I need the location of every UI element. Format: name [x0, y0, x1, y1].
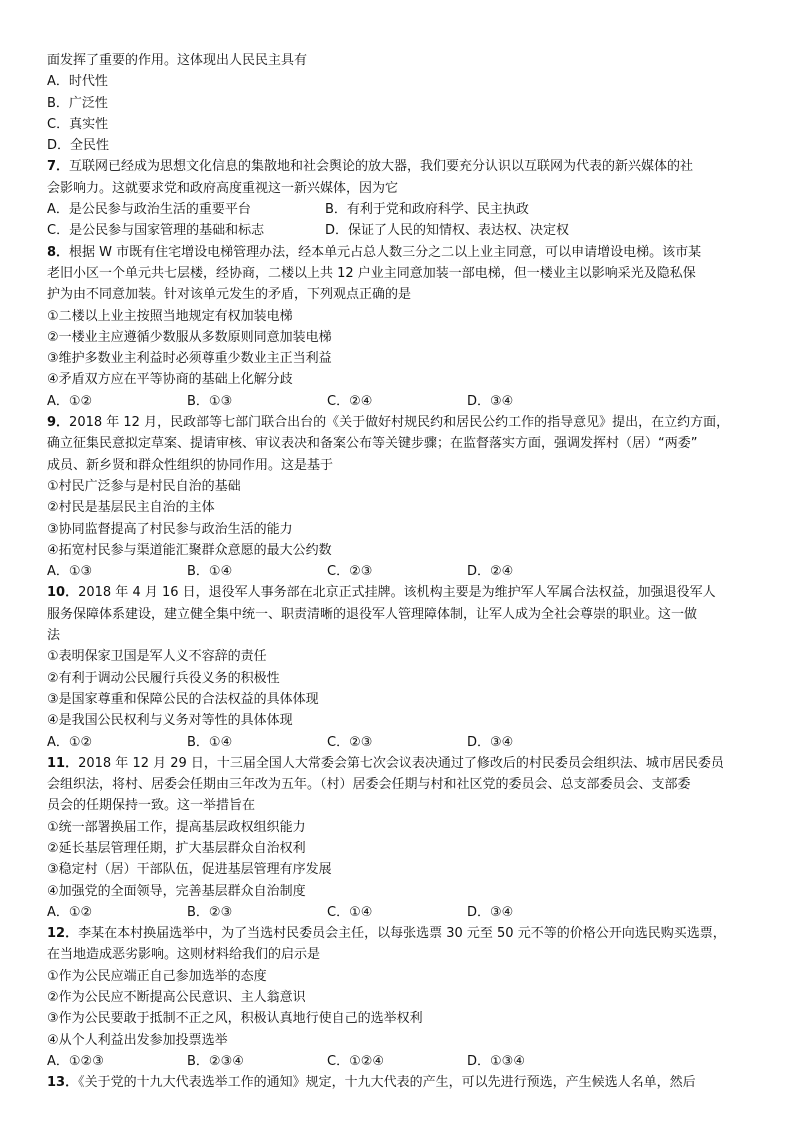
statement-2: ②延长基层管理任期，扩大基层群众自治权利	[47, 840, 306, 856]
option-c: C．①④	[327, 904, 373, 920]
statement-1: ①作为公民应端正自己参加选举的态度	[47, 968, 267, 984]
option-b: B．①④	[187, 734, 233, 750]
option-a: A．①②	[47, 734, 93, 750]
option-d: D．③④	[467, 904, 514, 920]
statement-1: ①村民广泛参与是村民自治的基础	[47, 478, 241, 494]
question-7	[47, 156, 752, 241]
question-9	[47, 412, 752, 582]
stem-line: 护为由不同意加装。针对该单元发生的矛盾，下列观点正确的是	[47, 287, 412, 303]
stem-line: 2018 年 4 月 16 日，退役军人事务部在北京正式挂牌。该机构主要是为维护军人军属合法权益，加强退役军人	[78, 585, 716, 601]
stem-line: 法	[47, 628, 61, 644]
question-6-tail	[47, 50, 752, 156]
stem-line: 2018 年 12 月，民政部等七部门联合出台的《关于做好村规民约和居民公约工作的指导意见》提出，在立约方面，	[69, 415, 730, 431]
statement-4: ④是我国公民权利与义务对等性的具体体现	[47, 713, 293, 729]
option-row	[47, 561, 752, 582]
question-number: 9．	[47, 415, 70, 431]
stem-line: 员会的任期保持一致。这一举措旨在	[47, 798, 256, 814]
option-a: A．①②	[47, 393, 93, 409]
question-number: 12．	[47, 926, 79, 942]
option-d: D．①③④	[467, 1053, 525, 1069]
option-d: D．②④	[467, 564, 514, 580]
option-d: D．③④	[467, 734, 514, 750]
option-a: A．时代性	[47, 74, 108, 90]
option-c: C．②③	[327, 734, 373, 750]
stem-line: 2018 年 12 月 29 日，十三届全国人大常委会第七次会议表决通过了修改后的村民委员会组织法、城市居民委员	[78, 755, 724, 771]
statement-3: ③稳定村（居）干部队伍，促进基层管理有序发展	[47, 862, 332, 878]
option-row	[47, 199, 752, 220]
statement-4: ④从个人利益出发参加投票选举	[47, 1032, 228, 1048]
question-11	[47, 753, 752, 923]
statement-2: ②一楼业主应遵循少数服从多数原则同意加装电梯	[47, 329, 332, 345]
statement-3: ③是国家尊重和保障公民的合法权益的具体体现	[47, 691, 319, 707]
stem-line: 服务保障体系建设，建立健全集中统一、职责清晰的退役军人管理障体制，让军人成为全社会尊崇的职业。这一做	[47, 606, 698, 622]
stem-line: 会影响力。这就要求党和政府高度重视这一新兴媒体，因为它	[47, 180, 399, 196]
option-c: C．②④	[327, 393, 373, 409]
stem-line: 在当地造成恶劣影响。这则材料给我们的启示是	[47, 947, 321, 963]
stem-line: 互联网已经成为思想文化信息的集散地和社会舆论的放大器，我们要充分认识以互联网为代表的新兴媒体的社	[69, 159, 694, 175]
option-b: B．②③	[187, 904, 233, 920]
option-b: B．广泛性	[47, 95, 108, 111]
question-10	[47, 582, 752, 752]
question-number: 10．	[47, 585, 79, 601]
statement-2: ②作为公民应不断提高公民意识、主人翁意识	[47, 990, 306, 1006]
statement-1: ①统一部署换届工作，提高基层政权组织能力	[47, 819, 306, 835]
statement-3: ③维护多数业主利益时必须尊重少数业主正当利益	[47, 351, 332, 367]
stem-line: 面发挥了重要的作用。这体现出人民民主具有	[47, 53, 308, 68]
option-c: C．①②④	[327, 1053, 385, 1069]
option-row	[47, 220, 752, 241]
option-row	[47, 1051, 752, 1072]
option-b: B．②③④	[187, 1053, 244, 1069]
stem-line: 确立征集民意拟定草案、提请审核、审议表决和备案公布等关键步骤；在监督落实方面，强调发挥村（居）“两委”	[47, 436, 698, 452]
question-number: 8．	[47, 244, 70, 260]
option-a: A．①③	[47, 564, 93, 580]
option-row	[47, 902, 752, 923]
option-b: B．①③	[187, 393, 233, 409]
statement-2: ②村民是基层民主自治的主体	[47, 500, 215, 516]
statement-2: ②有利于调动公民履行兵役义务的积极性	[47, 670, 280, 686]
option-d: D．保证了人民的知情权、表达权、决定权	[325, 223, 570, 239]
option-c: C．是公民参与国家管理的基础和标志	[47, 223, 265, 239]
stem-line: 老旧小区一个单元共七层楼，经协商，二楼以上共 12 户业主同意加装一部电梯，但一楼业主以影响采光及隐私保	[47, 265, 696, 281]
option-c: C．真实性	[47, 116, 109, 132]
exam-page	[47, 50, 752, 1094]
option-row	[47, 391, 752, 412]
option-a: A．①②	[47, 904, 93, 920]
question-12	[47, 923, 752, 1072]
statement-4: ④加强党的全面领导，完善基层群众自治制度	[47, 883, 306, 899]
option-b: B．①④	[187, 564, 233, 580]
option-d: D．全民性	[47, 138, 110, 154]
question-8	[47, 242, 752, 412]
statement-4: ④拓宽村民参与渠道能汇聚群众意愿的最大公约数	[47, 542, 332, 558]
option-c: C．②③	[327, 564, 373, 580]
option-d: D．③④	[467, 393, 514, 409]
stem-line: 《关于党的十九大代表选举工作的通知》规定，十九大代表的产生，可以先进行预选，产生候选人名单，然后	[78, 1075, 696, 1091]
statement-1: ①二楼以上业主按照当地规定有权加装电梯	[47, 308, 293, 324]
statement-3: ③协同监督提高了村民参与政治生活的能力	[47, 521, 293, 537]
statement-4: ④矛盾双方应在平等协商的基础上化解分歧	[47, 372, 293, 388]
stem-line: 会组织法，将村、居委会任期由三年改为五年。（村）居委会任期与村和社区党的委员会、总支部委员会、支部委	[47, 777, 691, 793]
stem-line: 根据 W 市既有住宅增设电梯管理办法，经本单元占总人数三分之二以上业主同意，可以申请增设电梯。该市某	[69, 244, 702, 260]
option-a: A．是公民参与政治生活的重要平台	[47, 202, 251, 218]
stem-line: 李某在本村换届选举中，为了当选村民委员会主任，以每张选票 30 元至 50 元不等的价格公开向选民购买选票，	[78, 926, 726, 942]
question-number: 11．	[47, 755, 79, 771]
option-a: A．①②③	[47, 1053, 104, 1069]
statement-1: ①表明保家卫国是军人义不容辞的责任	[47, 649, 267, 665]
option-row	[47, 732, 752, 753]
option-b: B．有利于党和政府科学、民主执政	[325, 202, 529, 218]
question-number: 7．	[47, 159, 70, 175]
statement-3: ③作为公民要敢于抵制不正之风，积极认真地行使自己的选举权利	[47, 1011, 423, 1027]
question-number: 13．	[47, 1075, 79, 1091]
stem-line: 成员、新乡贤和群众性组织的协同作用。这是基于	[47, 457, 334, 473]
question-13	[47, 1072, 752, 1093]
